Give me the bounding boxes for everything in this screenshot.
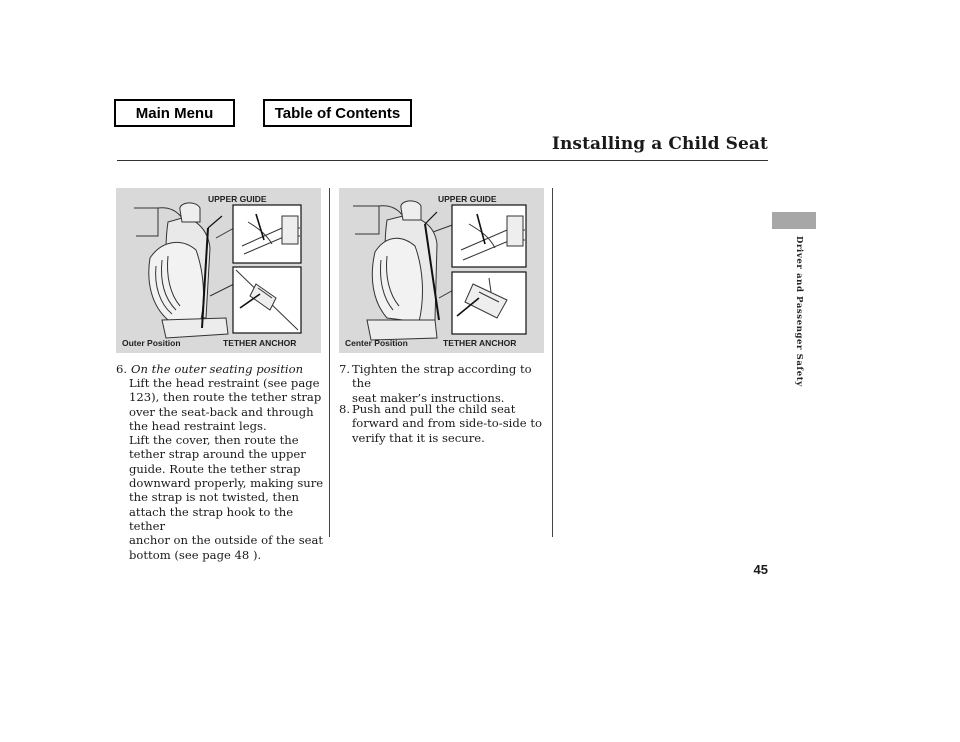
section-tab-marker — [772, 212, 816, 229]
column-divider — [329, 188, 330, 537]
child-seat-illustration — [116, 188, 321, 353]
label-upper-guide: UPPER GUIDE — [438, 194, 497, 204]
main-menu-button[interactable]: Main Menu — [114, 99, 235, 127]
step-text: Lift the head restraint (see page 123), then route the tether strap over the seat-back and through the head restraint legs. Lift the cover, then route the tether strap around the upper guide. Route the tether strap downward properly, making sure the strap is not twisted, then attach the strap hook to the tether anchor on the outside of the seat bottom (see page 48 ). — [129, 376, 324, 562]
column-divider — [552, 188, 553, 537]
label-tether-anchor: TETHER ANCHOR — [443, 338, 517, 348]
table-of-contents-button[interactable]: Table of Contents — [263, 99, 412, 127]
label-outer-position: Outer Position — [122, 338, 181, 348]
step-number: 7. — [339, 362, 351, 376]
step-caption: On the outer seating position — [131, 362, 304, 376]
step-number: 8. — [339, 402, 351, 416]
section-tab-label: Driver and Passenger Safety — [794, 236, 804, 387]
step-number: 6. — [116, 362, 128, 376]
figure-outer-position — [116, 188, 321, 353]
header-rule — [117, 160, 768, 161]
section-title: Installing a Child Seat — [551, 134, 768, 154]
figure-center-position — [339, 188, 544, 353]
label-tether-anchor: TETHER ANCHOR — [223, 338, 297, 348]
page-number: 45 — [753, 562, 768, 577]
step-text: Tighten the strap according to the seat maker’s instructions. — [352, 362, 532, 405]
step-text: Push and pull the child seat forward and from side-to-side to verify that it is secure. — [352, 402, 542, 445]
label-center-position: Center Position — [345, 338, 408, 348]
label-upper-guide: UPPER GUIDE — [208, 194, 267, 204]
child-seat-illustration — [339, 188, 544, 353]
